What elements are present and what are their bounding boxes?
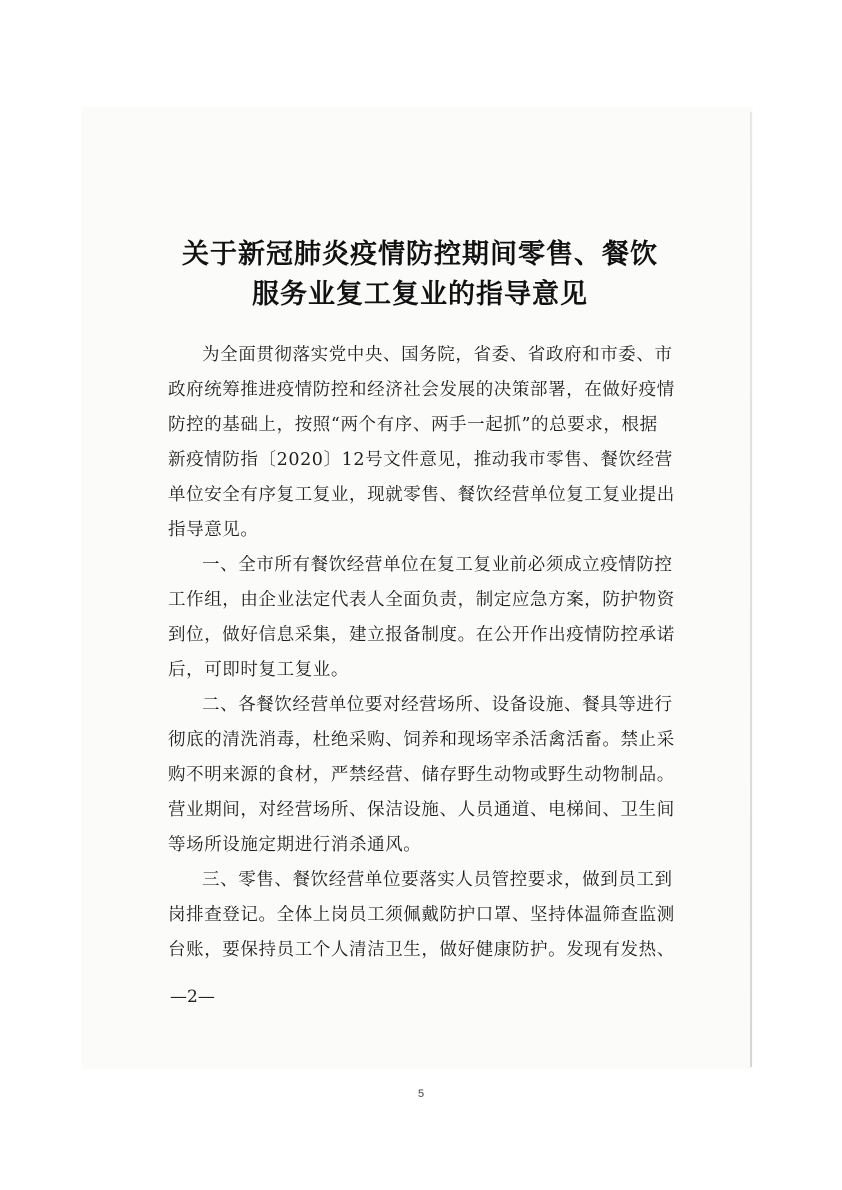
document-title-line-1: 关于新冠肺炎疫情防控期间零售、餐饮	[182, 239, 658, 270]
document-title-line-2: 服务业复工复业的指导意见	[252, 279, 588, 310]
pdf-page-number: 5	[417, 1088, 425, 1100]
body-line: 购不明来源的食材，严禁经营、储存野生动物或野生动物制品。	[168, 765, 675, 785]
body-line: 三、零售、餐饮经营单位要落实人员管控要求，做到员工到	[202, 870, 673, 890]
body-line: 等场所设施定期进行消杀通风。	[168, 835, 422, 855]
body-line: 到位，做好信息采集，建立报备制度。在公开作出疫情防控承诺	[168, 625, 675, 645]
body-line: 指导意见。	[168, 520, 259, 540]
body-line: 防控的基础上，按照“两个有序、两手一起抓”的总要求，根据	[168, 415, 658, 435]
body-line: 彻底的清洗消毒，杜绝采购、饲养和现场宰杀活禽活畜。禁止采	[168, 730, 675, 750]
body-line: 一、全市所有餐饮经营单位在复工复业前必须成立疫情防控	[202, 555, 673, 575]
page-edge-shadow	[750, 112, 752, 1067]
body-line: 台账，要保持员工个人清洁卫生，做好健康防护。发现有发热、	[168, 940, 675, 960]
body-line: 工作组，由企业法定代表人全面负责，制定应急方案，防护物资	[168, 590, 675, 610]
document-page-number: —2—	[170, 987, 215, 1007]
body-line: 新疫情防指〔2020〕12号文件意见，推动我市零售、餐饮经营	[168, 450, 673, 470]
body-line: 单位安全有序复工复业，现就零售、餐饮经营单位复工复业提出	[168, 485, 675, 505]
body-line: 为全面贯彻落实党中央、国务院，省委、省政府和市委、市	[202, 345, 673, 365]
body-line: 政府统筹推进疫情防控和经济社会发展的决策部署，在做好疫情	[168, 380, 675, 400]
body-line: 岗排查登记。全体上岗员工须佩戴防护口罩、坚持体温筛查监测	[168, 905, 675, 925]
body-line: 后，可即时复工复业。	[168, 660, 349, 680]
body-line: 二、各餐饮经营单位要对经营场所、设备设施、餐具等进行	[202, 695, 673, 715]
body-line: 营业期间，对经营场所、保洁设施、人员通道、电梯间、卫生间	[168, 800, 675, 820]
